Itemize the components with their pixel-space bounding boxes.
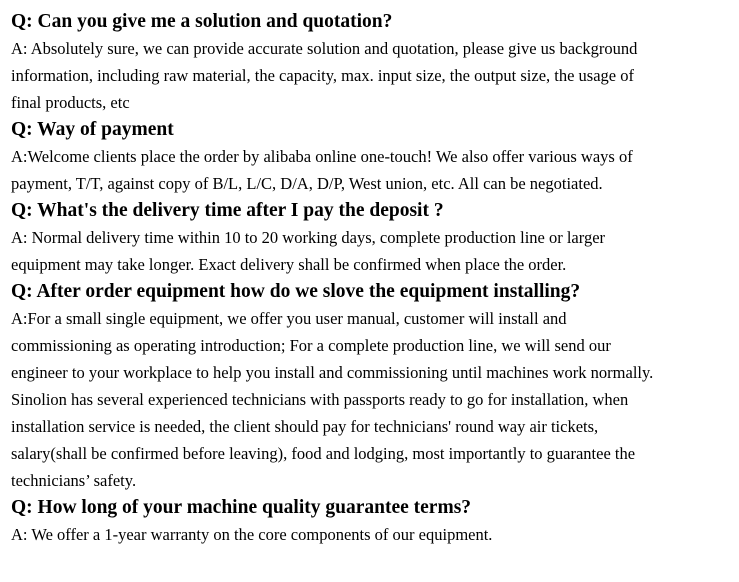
faq-answer-line: salary(shall be confirmed before leaving), food and lodging, most importantly to guarantee the — [11, 444, 636, 463]
faq-question: Q: After order equipment how do we slove the equipment installing? — [11, 281, 581, 302]
faq-answer — [11, 224, 731, 278]
faq-answer-line: commissioning as operating introduction; For a complete production line, we will send our — [11, 336, 611, 355]
faq-answer-line: A: Absolutely sure, we can provide accurate solution and quotation, please give us background — [11, 39, 638, 58]
faq-answer-line: A:For a small single equipment, we offer you user manual, customer will install and — [11, 309, 567, 328]
faq-answer-line: A: We offer a 1-year warranty on the core components of our equipment. — [11, 525, 493, 544]
faq-answer — [11, 35, 731, 116]
faq-answer-line: installation service is needed, the client should pay for technicians' round way air tickets, — [11, 417, 599, 436]
faq-list — [11, 8, 731, 548]
faq-answer — [11, 305, 731, 494]
faq-answer-line: technicians’ safety. — [11, 471, 137, 490]
faq-answer-line: information, including raw material, the capacity, max. input size, the output size, the usage of — [11, 66, 634, 85]
faq-answer-line: equipment may take longer. Exact delivery shall be confirmed when place the order. — [11, 255, 567, 274]
faq-question: Q: What's the delivery time after I pay the deposit ? — [11, 200, 444, 221]
faq-answer-line: engineer to your workplace to help you install and commissioning until machines work normally. — [11, 363, 654, 382]
faq-item-warranty — [11, 494, 731, 548]
faq-answer-line: A: Normal delivery time within 10 to 20 working days, complete production line or larger — [11, 228, 606, 247]
faq-question: Q: Way of payment — [11, 119, 174, 140]
faq-answer-line: Sinolion has several experienced technicians with passports ready to go for installation, when — [11, 390, 629, 409]
faq-item-installation — [11, 278, 731, 494]
faq-item-solution-quotation — [11, 8, 731, 116]
faq-question: Q: How long of your machine quality guarantee terms? — [11, 497, 472, 518]
faq-item-delivery-time — [11, 197, 731, 278]
faq-answer-line: payment, T/T, against copy of B/L, L/C, D/A, D/P, West union, etc. All can be negotiated. — [11, 174, 603, 193]
faq-answer — [11, 521, 731, 548]
faq-question: Q: Can you give me a solution and quotation? — [11, 11, 393, 32]
faq-answer — [11, 143, 731, 197]
faq-answer-line: A:Welcome clients place the order by alibaba online one-touch! We also offer various ways of — [11, 147, 633, 166]
faq-answer-line: final products, etc — [11, 93, 130, 112]
faq-item-payment — [11, 116, 731, 197]
